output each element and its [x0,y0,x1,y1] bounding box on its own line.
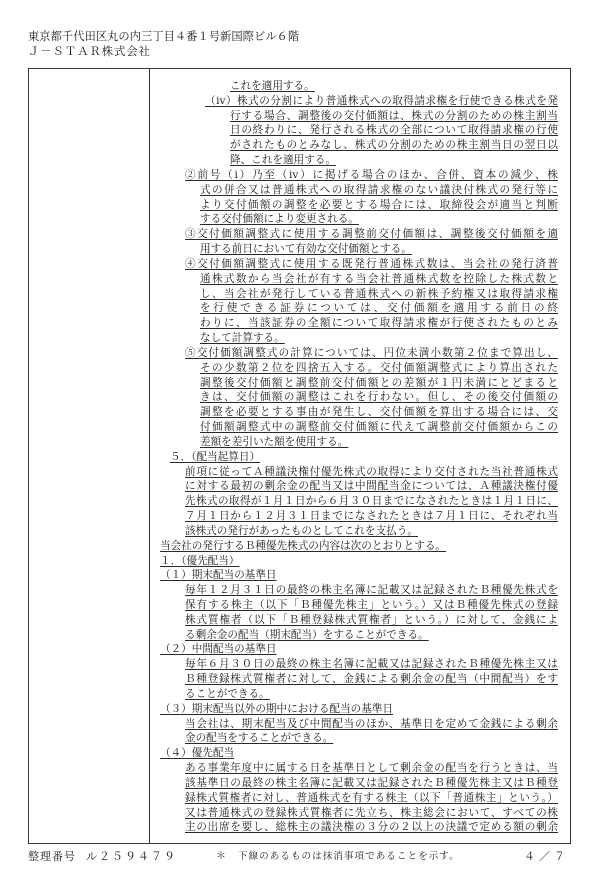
text-line: 該株式の発行があったものとしてこれを支払う。 [185,524,418,537]
text-line: （ⅳ）株式の分割により普通株式への取得請求権を行使できる株式を発 [205,94,558,107]
text-line: 日の終わりに、発行される株式の全部について取得請求権の行使 [230,124,558,137]
company-address: 東京都千代田区丸の内三丁目４番１号新国際ビル６階 [28,30,300,43]
text-line: ある事業年度中に属する日を基準日として剰余金の配当を行うときは、当 [185,762,558,775]
section-heading: １．（優先配当） [160,554,240,567]
reference-label: 整理番号 [28,850,76,863]
text-line: る剰余金の配当（期末配当）をすることができる。 [185,628,429,641]
text-line: ③交付価額調整式に使用する調整前交付価額は、調整後交付価額を適 [185,228,558,241]
text-line: ７月１日から１２月３１日までになされたときは７月１日に、それぞれ当 [185,510,558,523]
text-line: 調整を必要とする事由が発生し、交付価額を算出する場合には、交 [200,406,558,419]
text-line: ②前号（ⅰ）乃至（ⅳ）に掲げる場合のほか、合併、資本の減少、株 [185,168,558,181]
text-line: する交付価額により変更される。 [200,213,359,226]
page-number: ４／７ [524,850,569,863]
text-line: 通株式数から当会社が有する当会社普通株式数を控除した株式数と [200,272,558,285]
text-line: Ｂ種登録株式質権者に対して、金銭による剰余金の配当（中間配当）をす [185,673,558,686]
text-line: 調整後交付価額と調整前交付価額との差額が１円未満にとどまると [200,376,558,389]
subsection-heading: （１）期末配当の基準日 [160,569,277,582]
text-line: 降、これを適用する。 [230,154,336,167]
text-line: これを適用する。 [230,80,315,92]
text-line: 録株式質権者に対し、普通株式を有する株主（以下「普通株主」という。） [185,791,558,804]
asterisk-mark: ＊ [216,851,226,862]
text-line: 又は普通株式の登録株式質権者に先立ち、株主総会において、すべての株 [185,806,558,819]
text-line: 当会社の発行するＢ種優先株式の内容は次のとおりとする。 [160,539,447,552]
text-line: 付価額調整式中の調整前交付価額に代えて調整前交付価額からこの [200,421,558,434]
text-line: 該基準日の最終の株主名簿に記載又は記録されたＢ種優先株主又はＢ種登 [185,776,558,789]
text-line: 用する前日において有効な交付価額とする。 [200,243,412,256]
text-line: 主の出席を要し、総株主の議決権の３分の２以上の決議で定める額の剰余 [185,821,558,834]
subsection-heading: （２）中間配当の基準日 [160,643,277,656]
text-line: 当会社は、期末配当及び中間配当のほか、基準日を定めて金銭による剰余 [185,717,558,730]
text-line: わりに、当該証券の全額について取得請求権が行使されたものとみ [200,317,558,330]
text-line: ることができる。 [185,687,270,700]
text-line: きは、交付価額の調整はこれを行わない。但し、その後交付価額の [200,391,558,404]
text-line: ④交付価額調整式に使用する既発行普通株式数は、当会社の発行済普 [185,257,558,270]
text-line: ⑤交付価額調整式の計算については、円位未満小数第２位まで算出し、 [185,346,558,359]
text-line: 前項に従ってＡ種議決権付優先株式の取得により交付された当社普通株式 [185,465,558,478]
text-line: 毎年１２月３１日の最終の株主名簿に記載又は記録されたＢ種優先株式を [185,584,558,597]
underline-note: 下線のあるものは抹消事項であることを示す。 [238,851,460,862]
section-heading: ５．（配当起算日） [170,450,261,463]
company-name: Ｊ－ＳＴＡＲ株式会社 [28,45,151,58]
text-line: 金の配当をすることができる。 [185,732,334,745]
text-line: 株式質権者（以下「Ｂ種登録株式質権者」という。）に対して、金銭によ [185,613,558,626]
text-line: を行使できる証券については、交付価額を適用する前日の終 [200,302,558,315]
text-line: 式の併合又は普通株式への取得請求権のない議決付株式の発行等に [200,183,558,196]
text-line: 毎年６月３０日の最終の株主名簿に記載又は記録されたＢ種優先株主又は [185,658,558,671]
text-line: し、当会社が発行している普通株式への新株予約権又は取得請求権 [200,287,558,300]
text-line: その少数第２位を四捨五入する。交付価額調整式により算出された [200,361,558,374]
text-line: 先株式の取得が１月１日から６月３０日までになされたときは１月１日に、 [185,495,558,508]
subsection-heading: （３）期末配当以外の期中における配当の基準日 [160,702,394,715]
text-line: なして計算する。 [200,332,285,345]
text-line: に対する最初の剰余金の配当又は中間配当金については、Ａ種議決権付優 [185,480,558,493]
register-entry-text [0,79,600,835]
text-line: 差額を差引いた額を使用する。 [200,435,349,448]
text-line: より交付価額の調整を必要とする場合には、取締役会が適当と判断 [200,198,558,211]
reference-number: ル２５９４７９ [86,850,177,863]
text-line: 行する場合、調整後の交付価額は、株式の分割のための株主割当 [230,109,558,122]
text-line: がされたものとみなし、株式の分割のための株主割当日の翌日以 [230,139,558,152]
subsection-heading: （４）優先配当 [160,747,235,760]
text-line: 保有する株主（以下「Ｂ種優先株主」という。）又はＢ種優先株式の登録 [185,598,558,611]
